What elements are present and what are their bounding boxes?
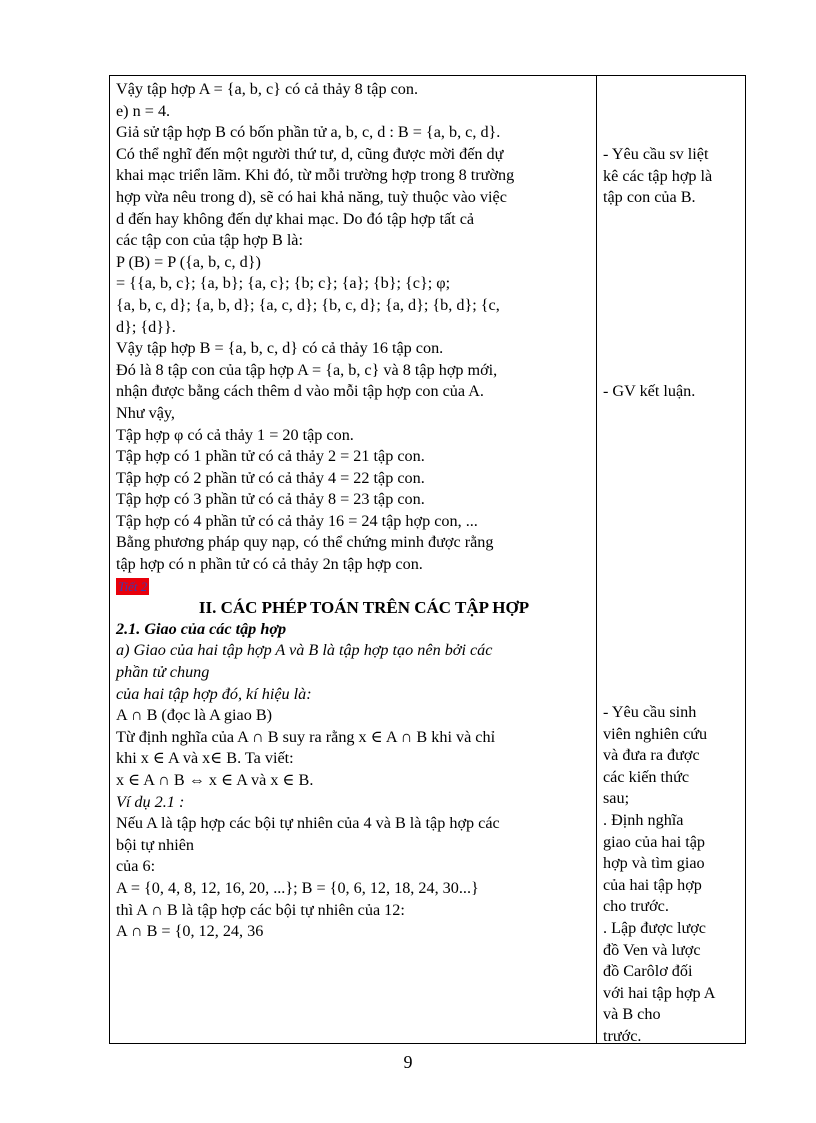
section-heading: II. CÁC PHÉP TOÁN TRÊN CÁC TẬP HỢP <box>198 598 530 618</box>
text-line: A ∩ B (đọc là A giao B) <box>116 706 273 725</box>
page-number: 9 <box>403 1052 413 1072</box>
text-line: Tập hợp có 1 phần tử có cả thảy 2 = 21 tập con. <box>116 447 425 466</box>
text-line: Có thể nghĩ đến một người thứ tư, d, cũng được mời đến dự <box>116 144 504 163</box>
text-line: Giả sử tập hợp B có bốn phần tử a, b, c, d : B = {a, b, c, d}. <box>116 123 501 142</box>
text-line: A ∩ B = {0, 12, 24, 36 <box>116 922 264 941</box>
note-line: với hai tập hợp A <box>603 983 716 1002</box>
text-line: Vậy tập hợp A = {a, b, c} có cả thảy 8 tập con. <box>116 80 419 98</box>
note-line: - GV kết luận. <box>603 382 696 400</box>
text-line: khai mạc triển lãm. Khi đó, từ mỗi trường hợp trong 8 trường <box>116 166 515 185</box>
example-label: Ví dụ 2.1 : <box>116 792 185 811</box>
note-line: cho trước. <box>603 897 669 916</box>
lesson-table <box>109 75 746 1044</box>
text-line: x ∈ A ∩ B ⇔ x ∈ A và x ∈ B. <box>116 771 314 789</box>
note-line: . Lập được lược <box>603 918 706 937</box>
tiet-label: Tiết 2 <box>118 578 148 594</box>
text-line: Tập hợp có 3 phần tử có cả thảy 8 = 23 tập con. <box>116 490 425 509</box>
text-line: phần tử chung <box>116 663 210 682</box>
note-line: trước. <box>603 1026 642 1045</box>
note-line: viên nghiên cứu <box>603 724 708 743</box>
note-block-1 <box>603 144 743 209</box>
text-line: P (B) = P ({a, b, c, d}) <box>116 252 261 271</box>
note-line: và đưa ra được <box>603 746 700 765</box>
text-line: a) Giao của hai tập hợp A và B là tập hợp tạo nên bởi các <box>116 641 493 660</box>
text-line: thì A ∩ B là tập hợp các bội tự nhiên của 12: <box>116 900 405 919</box>
text-line: Tập hợp có 4 phần tử có cả thảy 16 = 24 tập hợp con, ... <box>116 511 478 530</box>
note-line: . Định nghĩa <box>603 810 684 829</box>
text-line: nhận được bằng cách thêm d vào mỗi tập hợp con của A. <box>116 382 484 401</box>
text-line: d}; {d}}. <box>116 317 176 336</box>
content-column <box>116 79 592 943</box>
note-block-3 <box>603 702 743 1048</box>
text-line: = {{a, b, c}; {a, b}; {a, c}; {b; c}; {a}; {b}; {c}; φ; <box>116 274 451 293</box>
text-line: tập hợp có n phần tử có cả thảy 2n tập hợp con. <box>116 555 423 574</box>
text-line: Như vậy, <box>116 403 175 422</box>
column-divider <box>596 76 597 1043</box>
note-line: kê các tập hợp là <box>603 166 713 185</box>
text-line: bội tự nhiên <box>116 835 195 854</box>
text-line: {a, b, c, d}; {a, b, d}; {a, c, d}; {b, c, d}; {a, d}; {b, d}; {c, <box>116 295 500 314</box>
text-line: hợp vừa nêu trong d), sẽ có hai khả năng, tuỳ thuộc vào việc <box>116 187 507 206</box>
text-line: Bằng phương pháp quy nạp, có thể chứng minh được rằng <box>116 533 494 552</box>
text-line: Tập hợp có 2 phần tử có cả thảy 4 = 22 tập con. <box>116 468 425 487</box>
note-line: - Yêu cầu sinh <box>603 703 697 721</box>
text-line: A = {0, 4, 8, 12, 16, 20, ...}; B = {0, 6, 12, 18, 24, 30...} <box>116 878 479 897</box>
text-line: các tập con của tập hợp B là: <box>116 231 303 250</box>
note-line: của hai tập hợp <box>603 875 702 894</box>
text-line: Nếu A là tập hợp các bội tự nhiên của 4 và B là tập hợp các <box>116 814 500 833</box>
note-line: và B cho <box>603 1005 661 1024</box>
text-line: Tập hợp φ có cả thảy 1 = 20 tập con. <box>116 425 354 444</box>
note-line: hợp và tìm giao <box>603 854 705 873</box>
text-line: của hai tập hợp đó, kí hiệu là: <box>116 684 312 703</box>
tiet-line <box>116 576 592 598</box>
note-line: tập con của B. <box>603 188 696 207</box>
text-line: khi x ∈ A và x∈ B. Ta viết: <box>116 749 294 768</box>
note-line: - Yêu cầu sv liệt <box>603 145 709 163</box>
note-line: giao của hai tập <box>603 832 706 851</box>
note-line: đồ Ven và lược <box>603 940 701 959</box>
text-line: Vậy tập hợp B = {a, b, c, d} có cả thảy 16 tập con. <box>116 339 444 358</box>
note-line: các kiến thức <box>603 767 690 786</box>
note-line: đồ Carôlơ đối <box>603 962 693 981</box>
text-line: của 6: <box>116 857 156 876</box>
subsection-heading: 2.1. Giao của các tập hợp <box>116 619 287 638</box>
text-line: e) n = 4. <box>116 101 171 120</box>
text-line: d đến hay không đến dự khai mạc. Do đó tập hợp tất cả <box>116 209 475 228</box>
note-block-2 <box>603 381 743 403</box>
text-line: Từ định nghĩa của A ∩ B suy ra rằng x ∈ A ∩ B khi và chỉ <box>116 727 496 746</box>
note-line: sau; <box>603 789 630 808</box>
text-line: Đó là 8 tập con của tập hợp A = {a, b, c} và 8 tập hợp mới, <box>116 360 498 379</box>
